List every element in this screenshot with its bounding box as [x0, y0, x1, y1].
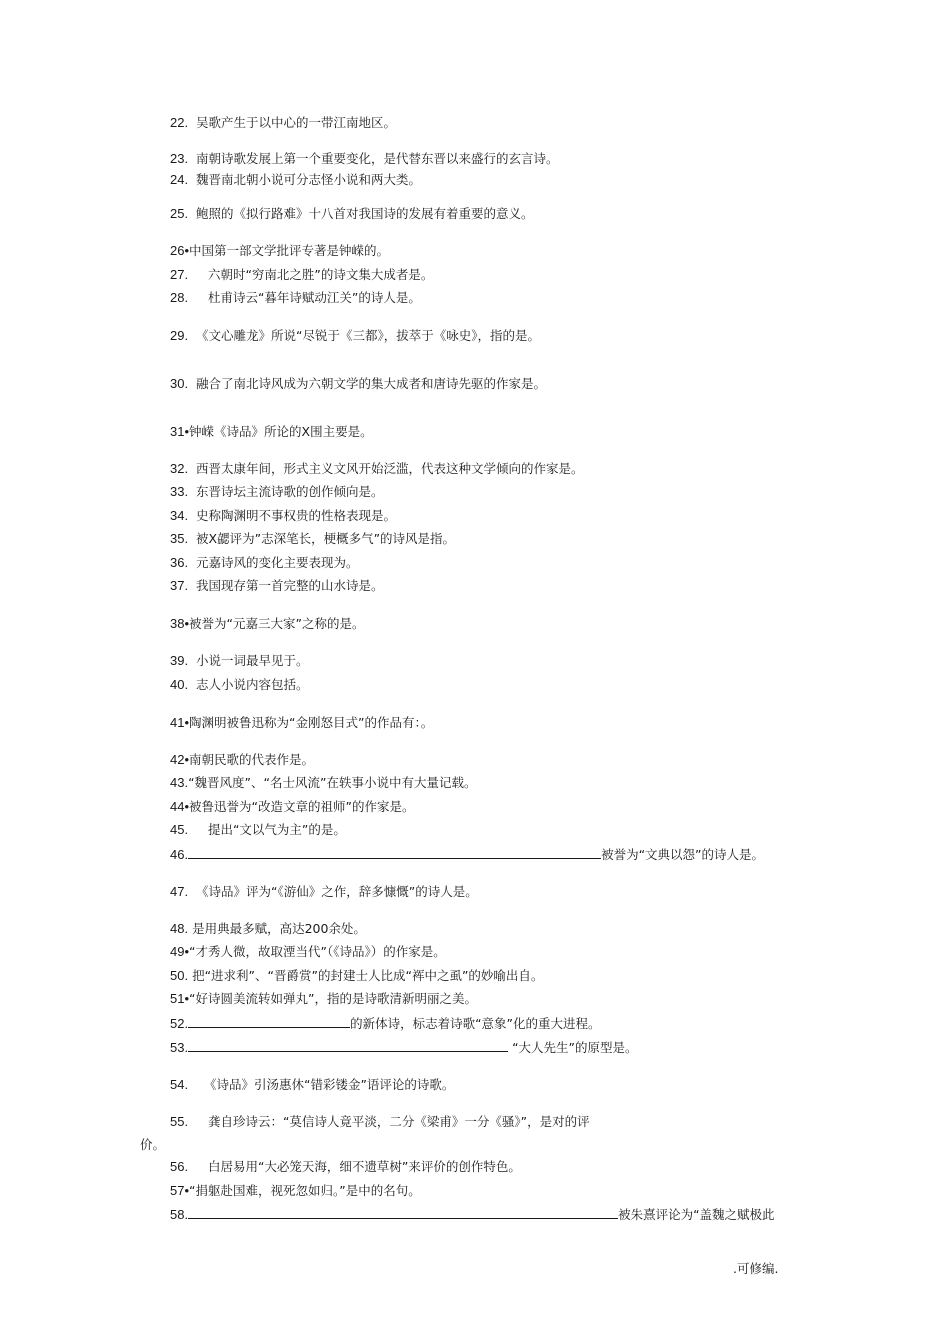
question-32 — [170, 461, 584, 477]
question-number: 53. — [170, 1040, 189, 1055]
question-number: 40. — [170, 677, 189, 692]
question-text: 被誉为“文典以怨”的诗人是。 — [601, 847, 765, 862]
question-22 — [170, 115, 396, 131]
question-number: 43. — [170, 775, 189, 790]
question-number: 33. — [170, 484, 189, 499]
question-text: “魏晋风度”、“名士风流”在轶事小说中有大量记载。 — [188, 775, 477, 790]
question-39 — [170, 653, 309, 669]
question-number: 45. — [170, 822, 189, 837]
question-37 — [170, 578, 384, 594]
question-number: 54. — [170, 1077, 189, 1092]
question-text: 中国第一部文学批评专著是钟嵘的。 — [189, 243, 390, 258]
footer-note: .可修编. — [733, 1261, 779, 1276]
question-number: 25. — [170, 206, 189, 221]
question-text: 陶渊明被鲁迅称为“金刚怒目式”的作品有：。 — [189, 715, 434, 730]
question-text: 魏晋南北朝小说可分志怪小说和两大类。 — [196, 172, 422, 187]
question-number: 27. — [170, 267, 189, 282]
question-51 — [170, 991, 477, 1007]
question-text: 鲍照的《拟行路难》十八首对我国诗的发展有着重要的意义。 — [196, 206, 534, 221]
question-number: 47. — [170, 884, 189, 899]
question-text: 融合了南北诗风成为六朝文学的集大成者和唐诗先驱的作家是。 — [196, 376, 547, 391]
question-33 — [170, 484, 384, 500]
question-23 — [170, 151, 559, 167]
question-text: 南朝诗歌发展上第一个重要变化，是代替东晋以来盛行的玄言诗。 — [196, 151, 559, 166]
question-50 — [170, 968, 543, 984]
question-28 — [170, 290, 421, 306]
question-number: 36. — [170, 555, 189, 570]
question-45 — [170, 822, 346, 838]
question-text: “好诗圆美流转如弹丸”，指的是诗歌清新明丽之美。 — [189, 991, 477, 1006]
question-text: 小说一词最早见于。 — [196, 653, 309, 668]
question-number: 56. — [170, 1159, 189, 1174]
question-number: 57• — [170, 1183, 190, 1198]
question-text: 龚自珍诗云：“莫信诗人竟平淡，二分《梁甫》一分《骚》”，是对的评 — [207, 1114, 590, 1129]
question-29 — [170, 328, 540, 344]
question-number: 39. — [170, 653, 189, 668]
question-54 — [170, 1077, 454, 1093]
question-49 — [170, 944, 446, 960]
question-text: 杜甫诗云“暮年诗赋动江关”的诗人是。 — [207, 290, 421, 305]
question-text: 六朝时“穷南北之胜”的诗文集大成者是。 — [207, 267, 434, 282]
question-47 — [170, 884, 478, 900]
question-text: 志人小说内容包括。 — [196, 677, 309, 692]
question-text: 元嘉诗风的变化主要表现为。 — [196, 555, 359, 570]
question-number: 28. — [170, 290, 189, 305]
question-text: “捐躯赴国难，视死忽如归。”是中的名句。 — [189, 1183, 421, 1198]
question-57 — [170, 1183, 421, 1199]
question-number: 58. — [170, 1207, 189, 1222]
question-46 — [170, 846, 764, 863]
question-number: 51• — [170, 991, 190, 1006]
question-number: 41• — [170, 715, 190, 730]
answer-blank — [188, 1015, 350, 1028]
question-number: 24. — [170, 172, 189, 187]
question-25 — [170, 206, 534, 222]
question-31 — [170, 424, 373, 440]
question-text: 史称陶渊明不事权贵的性格表现是。 — [196, 508, 397, 523]
answer-blank — [188, 1206, 618, 1219]
question-text: 被X勰评为”志深笔长，梗概多气”的诗风是指。 — [196, 531, 456, 546]
question-text: “才秀人微，故取湮当代”（《诗品》）的作家是。 — [189, 944, 446, 959]
question-55-continuation — [140, 1137, 165, 1153]
question-text: 钟嵘《诗品》所论的X围主要是。 — [189, 424, 373, 439]
question-text: 我国现存第一首完整的山水诗是。 — [196, 578, 384, 593]
question-30 — [170, 376, 546, 392]
question-text: “大人先生”的原型是。 — [512, 1040, 638, 1055]
question-text: 南朝民歌的代表作是。 — [189, 752, 315, 767]
question-number: 26• — [170, 243, 190, 258]
question-text: 提出“文以气为主”的是。 — [207, 822, 346, 837]
question-text: 西晋太康年间，形式主义文风开始泛滥，代表这种文学倾向的作家是。 — [196, 461, 584, 476]
question-number: 38• — [170, 616, 190, 631]
question-number: 50. — [170, 968, 189, 983]
question-43 — [170, 775, 476, 791]
question-41 — [170, 715, 433, 731]
question-58 — [170, 1206, 775, 1223]
question-number: 32. — [170, 461, 189, 476]
question-38 — [170, 616, 364, 632]
question-42 — [170, 752, 314, 768]
question-27 — [170, 267, 433, 283]
question-text: 《文心雕龙》所说“尽锐于《三都》，拔萃于《咏史》，指的是。 — [196, 328, 541, 343]
question-text: 《诗品》引汤惠休“错彩镂金”语评论的诗歌。 — [203, 1077, 455, 1092]
question-text: 被鲁迅誉为“改造文章的祖师”的作家是。 — [189, 799, 415, 814]
question-number: 46. — [170, 847, 189, 862]
question-53 — [170, 1039, 638, 1056]
answer-blank — [188, 846, 601, 859]
question-35 — [170, 531, 455, 547]
question-26 — [170, 243, 389, 259]
question-text: 吴歌产生于以中心的一带江南地区。 — [196, 115, 397, 130]
question-number: 31• — [170, 424, 190, 439]
question-number: 55. — [170, 1114, 189, 1129]
question-text: 是用典最多赋，高达200余处。 — [192, 921, 366, 936]
question-text: 被朱熹评论为“盖魏之赋极此 — [618, 1207, 775, 1222]
question-44 — [170, 799, 414, 815]
question-number: 30. — [170, 376, 189, 391]
question-text: 把“进求利”、“晋爵赏”的封建士人比成“裈中之虱”的妙喻出自。 — [192, 968, 544, 983]
question-number: 48. — [170, 921, 189, 936]
question-text: 价。 — [140, 1137, 166, 1152]
question-text: 白居易用“大必笼天海，细不遗草树”来评价的创作特色。 — [207, 1159, 521, 1174]
question-48 — [170, 921, 366, 937]
question-number: 35. — [170, 531, 189, 546]
question-34 — [170, 508, 396, 524]
question-40 — [170, 677, 309, 693]
question-52 — [170, 1015, 601, 1032]
question-number: 29. — [170, 328, 189, 343]
question-number: 44• — [170, 799, 190, 814]
question-number: 49• — [170, 944, 190, 959]
question-number: 42• — [170, 752, 190, 767]
question-36 — [170, 555, 359, 571]
question-24 — [170, 172, 421, 188]
question-number: 22. — [170, 115, 189, 130]
question-number: 52. — [170, 1016, 189, 1031]
question-number: 34. — [170, 508, 189, 523]
question-text: 东晋诗坛主流诗歌的创作倾向是。 — [196, 484, 384, 499]
question-text: 被誉为“元嘉三大家”之称的是。 — [189, 616, 365, 631]
question-56 — [170, 1159, 521, 1175]
question-text: 《诗品》评为“《游仙》之作，辞多慷慨”的诗人是。 — [196, 884, 478, 899]
question-number: 23. — [170, 151, 189, 166]
question-number: 37. — [170, 578, 189, 593]
answer-blank — [188, 1039, 508, 1052]
question-55 — [170, 1114, 590, 1130]
question-text: 的新体诗，标志着诗歌“意象”化的重大进程。 — [350, 1016, 601, 1031]
